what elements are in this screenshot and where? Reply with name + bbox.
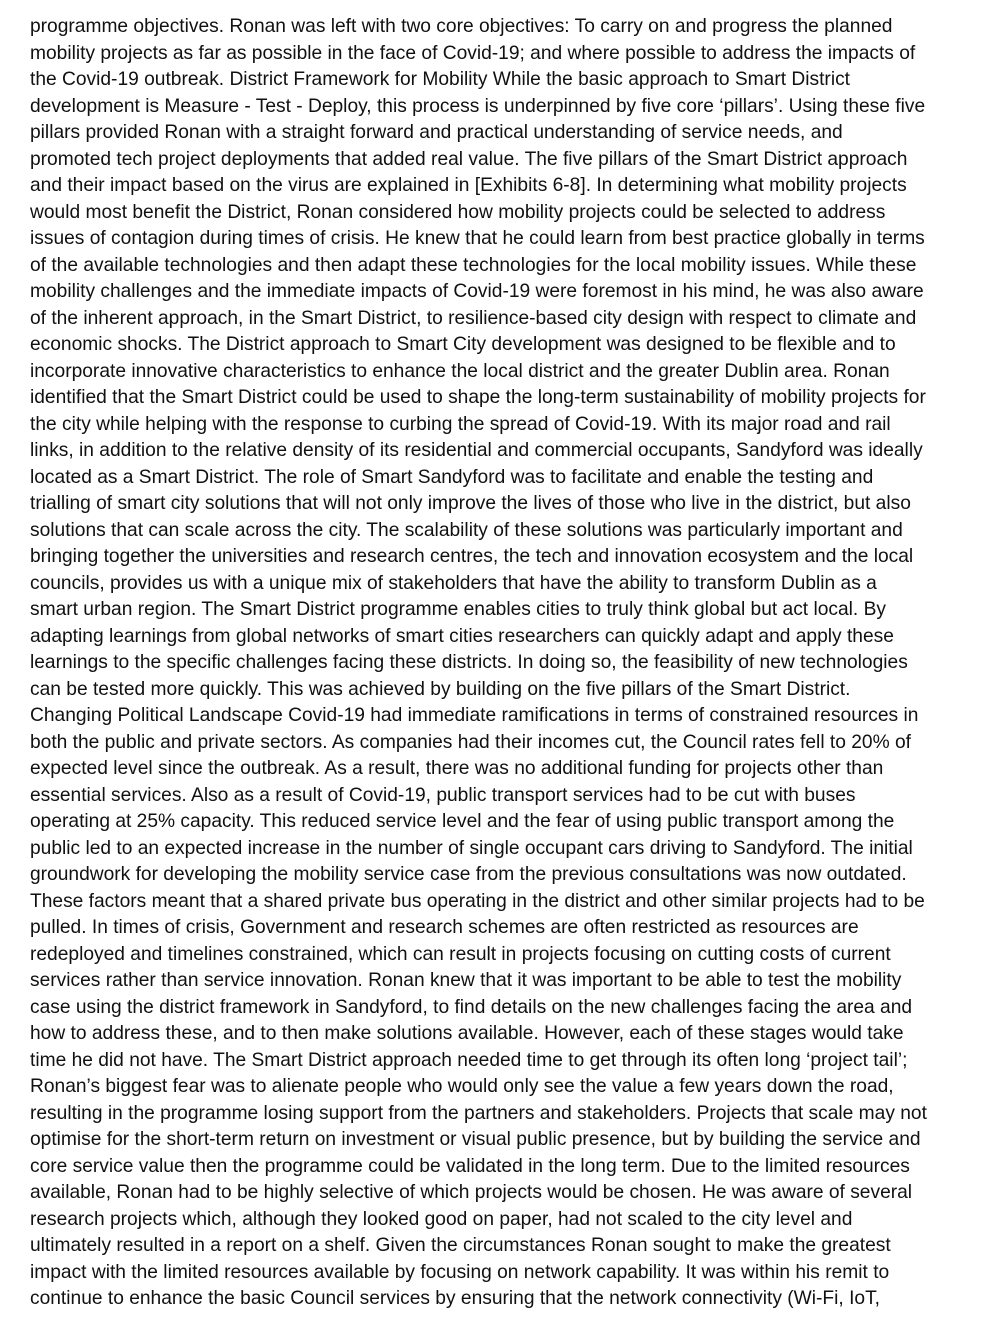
text-line: learnings to the specific challenges facing these districts. In doing so, the feasibility of new technologies [30,652,908,673]
text-line: impact with the limited resources available by focusing on network capability. It was within his remit to [30,1261,890,1283]
text-line: ultimately resulted in a report on a shelf. Given the circumstances Ronan sought to make the greatest [30,1235,891,1256]
text-line: Ronan’s biggest fear was to alienate people who would only see the value a few years down the road, [30,1076,894,1097]
text-line: These factors meant that a shared private bus operating in the district and other similar projects had to be [30,890,925,912]
text-line: would most benefit the District, Ronan considered how mobility projects could be selected to address [30,201,886,223]
text-line: of the inherent approach, in the Smart District, to resilience-based city design with respect to climate and [30,307,917,329]
text-line: the city while helping with the response to curbing the spread of Covid-19. With its major road and rail [30,413,891,435]
text-line: redeployed and timelines constrained, which can result in projects focusing on cutting costs of current [30,943,891,965]
text-line: smart urban region. The Smart District programme enables cities to truly think global but act local. By [30,599,886,620]
text-line: identified that the Smart District could be used to shape the long-term sustainability of mobility projects for [30,387,926,408]
text-line: mobility projects as far as possible in the face of Covid-19; and where possible to address the impacts of [30,42,916,64]
text-line: time he did not have. The Smart District approach needed time to get through its often long ‘project tail’; [30,1049,908,1071]
text-line: trialling of smart city solutions that will not only improve the lives of those who live in the district, but also [30,493,911,514]
text-line: bringing together the universities and research centres, the tech and innovation ecosystem and the local [30,546,914,567]
text-line: services rather than service innovation. Ronan knew that it was important to be able to test the mobility [30,970,902,991]
text-line: continue to enhance the basic Council services by ensuring that the network connectivity (Wi-Fi, IoT, [30,1288,880,1309]
text-line: public led to an expected increase in the number of single occupant cars driving to Sandyford. The initial [30,837,913,859]
text-line: operating at 25% capacity. This reduced service level and the fear of using public transport among the [30,811,895,832]
text-line: pillars provided Ronan with a straight forward and practical understanding of service needs, and [30,122,843,143]
text-line: issues of contagion during times of crisis. He knew that he could learn from best practice globally in terms [30,228,925,249]
text-line: economic shocks. The District approach to Smart City development was designed to be flexible and to [30,334,896,355]
text-line: programme objectives. Ronan was left with two core objectives: To carry on and progress the planned [30,16,893,37]
text-line: located as a Smart District. The role of Smart Sandyford was to facilitate and enable the testing and [30,466,874,488]
text-line: can be tested more quickly. This was achieved by building on the five pillars of the Smart District. [30,678,851,700]
text-line: essential services. Also as a result of Covid-19, public transport services had to be cut with buses [30,784,856,806]
text-line: available, Ronan had to be highly selective of which projects would be chosen. He was aware of several [30,1182,913,1203]
text-line: Changing Political Landscape Covid-19 had immediate ramifications in terms of constrained resources in [30,705,919,726]
text-line: and their impact based on the virus are explained in [Exhibits 6-8]. In determining what mobility projects [30,175,907,196]
text-line: core service value then the programme could be validated in the long term. Due to the limited resources [30,1155,910,1177]
text-line: resulting in the programme losing support from the partners and stakeholders. Projects that scale may not [30,1102,927,1124]
text-line: councils, provides us with a unique mix of stakeholders that have the ability to transform Dublin as a [30,572,877,594]
text-line: optimise for the short-term return on investment or visual public presence, but by building the service and [30,1129,921,1150]
text-line: development is Measure - Test - Deploy, this process is underpinned by five core ‘pillars’. Using these five [30,95,926,117]
text-line: mobility challenges and the immediate impacts of Covid-19 were foremost in his mind, he was also aware [30,281,924,302]
text-line: the Covid-19 outbreak. District Framework for Mobility While the basic approach to Smart District [30,69,851,90]
text-line: expected level since the outbreak. As a result, there was no additional funding for projects other than [30,758,884,779]
body-text [30,14,972,1313]
text-line: of the available technologies and then adapt these technologies for the local mobility issues. While these [30,254,917,276]
text-line: groundwork for developing the mobility service case from the previous consultations was now outdated. [30,864,907,885]
text-line: solutions that can scale across the city. The scalability of these solutions was particularly important and [30,519,903,541]
text-line: links, in addition to the relative density of its residential and commercial occupants, Sandyford was ideally [30,440,923,461]
text-line: promoted tech project deployments that added real value. The five pillars of the Smart District approach [30,148,908,170]
text-line: case using the district framework in Sandyford, to find details on the new challenges facing the area and [30,996,913,1018]
text-line: how to address these, and to then make solutions available. However, each of these stages would take [30,1023,904,1044]
text-line: both the public and private sectors. As companies had their incomes cut, the Council rates fell to 20% of [30,731,911,753]
text-line: research projects which, although they looked good on paper, had not scaled to the city level and [30,1208,853,1230]
text-line: incorporate innovative characteristics to enhance the local district and the greater Dublin area. Ronan [30,360,890,382]
text-line: pulled. In times of crisis, Government and research schemes are often restricted as resources are [30,917,859,938]
text-line: adapting learnings from global networks of smart cities researchers can quickly adapt and apply these [30,625,894,647]
